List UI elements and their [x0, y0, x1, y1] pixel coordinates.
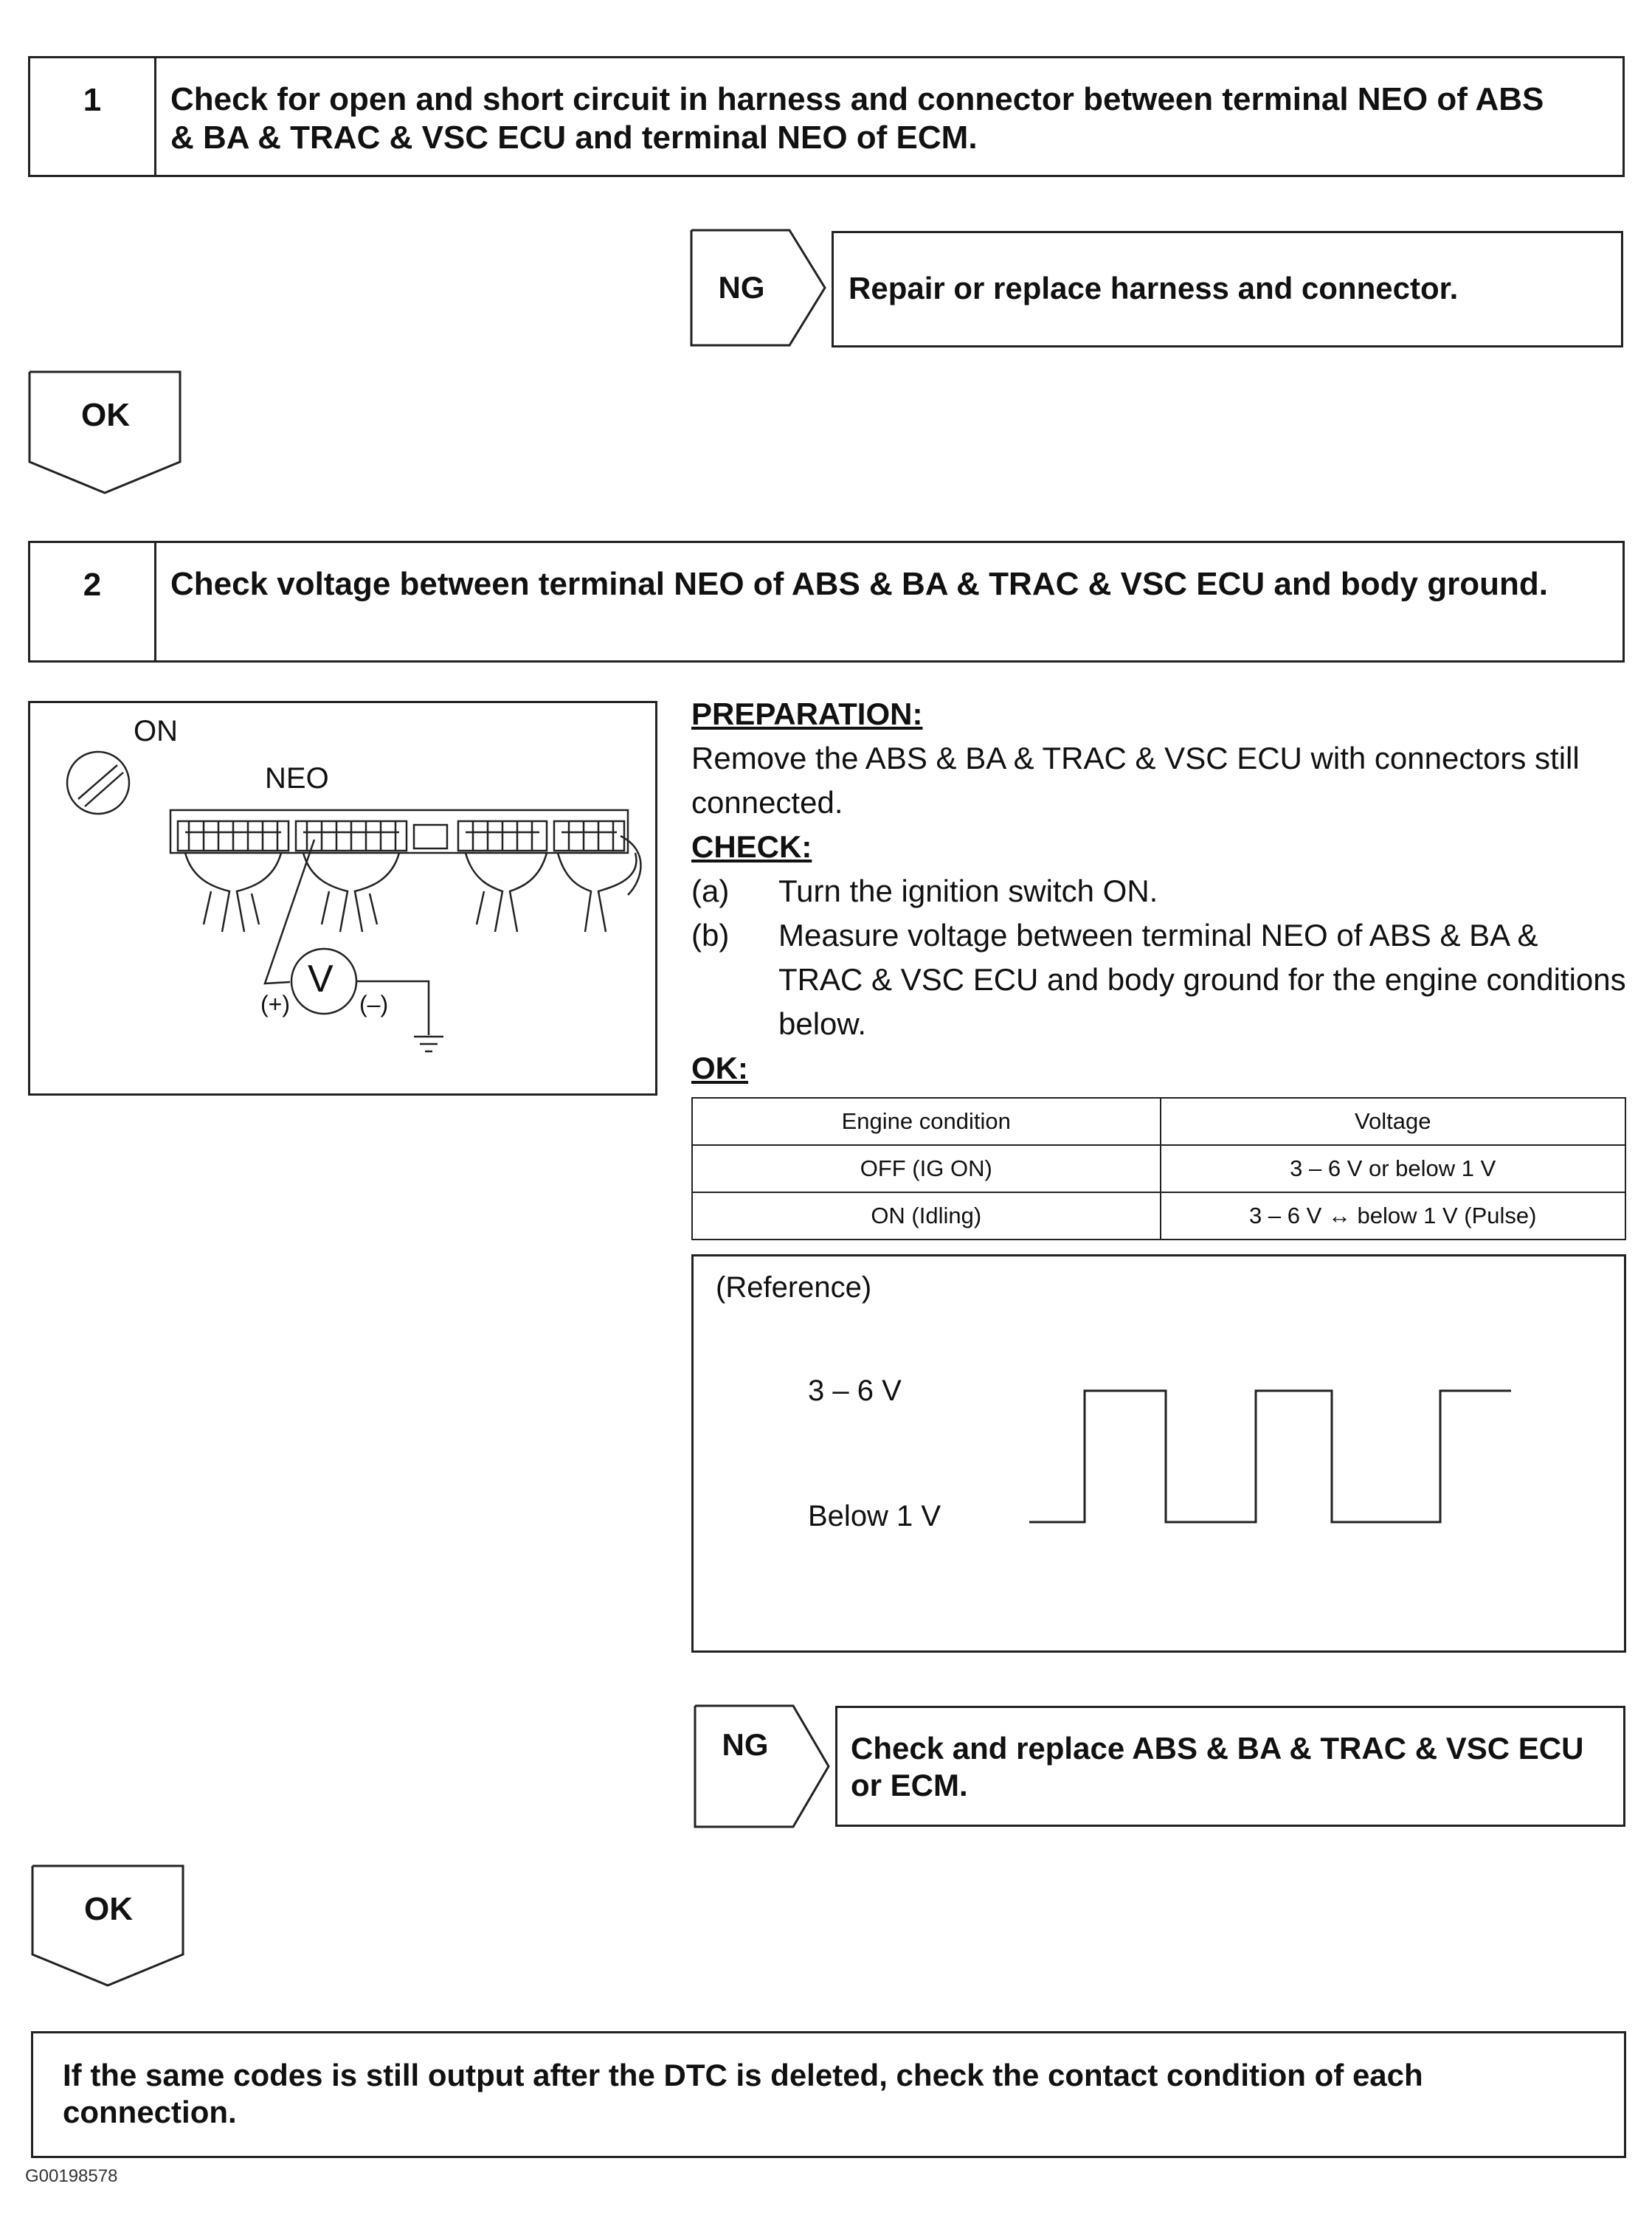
wire-bundle-1: [185, 853, 281, 932]
ng-action-text-2: Check and replace ABS & BA & TRAC & VSC ECU or ECM.: [851, 1731, 1584, 1802]
table-row: [692, 1192, 1625, 1240]
preparation-text: Remove the ABS & BA & TRAC & VSC ECU with connectors still connected.: [691, 741, 1580, 820]
figure-id: G00198578: [25, 2166, 118, 2186]
final-note-box: [31, 2031, 1626, 2158]
ok-arrow-2: [31, 1864, 186, 1988]
low-voltage-label: Below 1 V: [808, 1500, 941, 1532]
step-2-box: [28, 541, 1625, 663]
switch-on-label: ON: [134, 715, 178, 747]
table-header: Engine condition: [692, 1098, 1161, 1145]
reference-waveform-box: [691, 1254, 1626, 1653]
check-heading: CHECK:: [691, 829, 812, 864]
ng-tab-2: [694, 1704, 841, 1830]
ng-box-1: [690, 229, 1627, 350]
check-item-a-marker: (a): [691, 874, 730, 908]
ng-label-1: NG: [718, 270, 765, 305]
ok-label-2: OK: [84, 1891, 133, 1927]
table-row: [692, 1145, 1625, 1192]
voltmeter-symbol: V: [308, 958, 333, 1000]
ng-action-box-1: [832, 231, 1623, 348]
step-1-number: 1: [83, 82, 102, 118]
step-2-title: Check voltage between terminal NEO of ABS & BA & TRAC & VSC ECU and body ground.: [170, 566, 1548, 602]
check-item-b-text: Measure voltage between terminal NEO of ABS & BA & TRAC & VSC ECU and body ground for the engine conditions below.: [778, 918, 1626, 1041]
ng-box-2: [694, 1704, 1627, 1830]
step-1-title: Check for open and short circuit in harness and connector between terminal NEO of ABS & BA & TRAC & VSC ECU and terminal NEO of ECM.: [170, 81, 1544, 156]
table-header: Voltage: [1161, 1098, 1626, 1145]
final-note-text: If the same codes is still output after the DTC is deleted, check the contact condition of each connection.: [63, 2058, 1423, 2129]
table-cell: OFF (IG ON): [692, 1145, 1161, 1192]
neo-terminal-label: NEO: [265, 762, 329, 795]
table-cell: 3 – 6 V ↔ below 1 V (Pulse): [1161, 1192, 1626, 1240]
connector-drawing: [30, 703, 655, 1093]
step-1-divider: [154, 58, 156, 175]
positive-probe-label: (+): [260, 991, 290, 1017]
ng-action-text-1: Repair or replace harness and connector.: [849, 271, 1459, 305]
ok-heading: OK:: [691, 1051, 748, 1085]
ground-symbol-icon: [414, 1037, 443, 1051]
pulse-waveform: [694, 1256, 1624, 1650]
table-header-row: [692, 1098, 1625, 1145]
ng-action-box-2: [835, 1706, 1625, 1827]
preparation-heading: PREPARATION:: [691, 696, 923, 731]
wire-bundle-3: [466, 853, 547, 932]
ng-label-2: NG: [722, 1727, 769, 1762]
step-2-divider: [154, 543, 156, 660]
ok-label-1: OK: [81, 397, 130, 433]
step-2-number: 2: [83, 567, 102, 603]
negative-probe-label: (–): [359, 991, 389, 1017]
ok-arrow-1: [28, 370, 183, 496]
wire-bundle-2: [303, 853, 399, 932]
reference-title: (Reference): [716, 1271, 872, 1304]
check-item-a-text: Turn the ignition switch ON.: [778, 874, 1158, 908]
spec-table: [691, 1097, 1626, 1240]
table-cell: 3 – 6 V or below 1 V: [1161, 1145, 1626, 1192]
step-1-box: [28, 56, 1625, 177]
wiring-diagram: [28, 701, 657, 1096]
probe-wire-positive: [265, 840, 314, 983]
table-cell: ON (Idling): [692, 1192, 1161, 1240]
check-item-b-marker: (b): [691, 918, 730, 953]
high-voltage-label: 3 – 6 V: [808, 1375, 902, 1407]
